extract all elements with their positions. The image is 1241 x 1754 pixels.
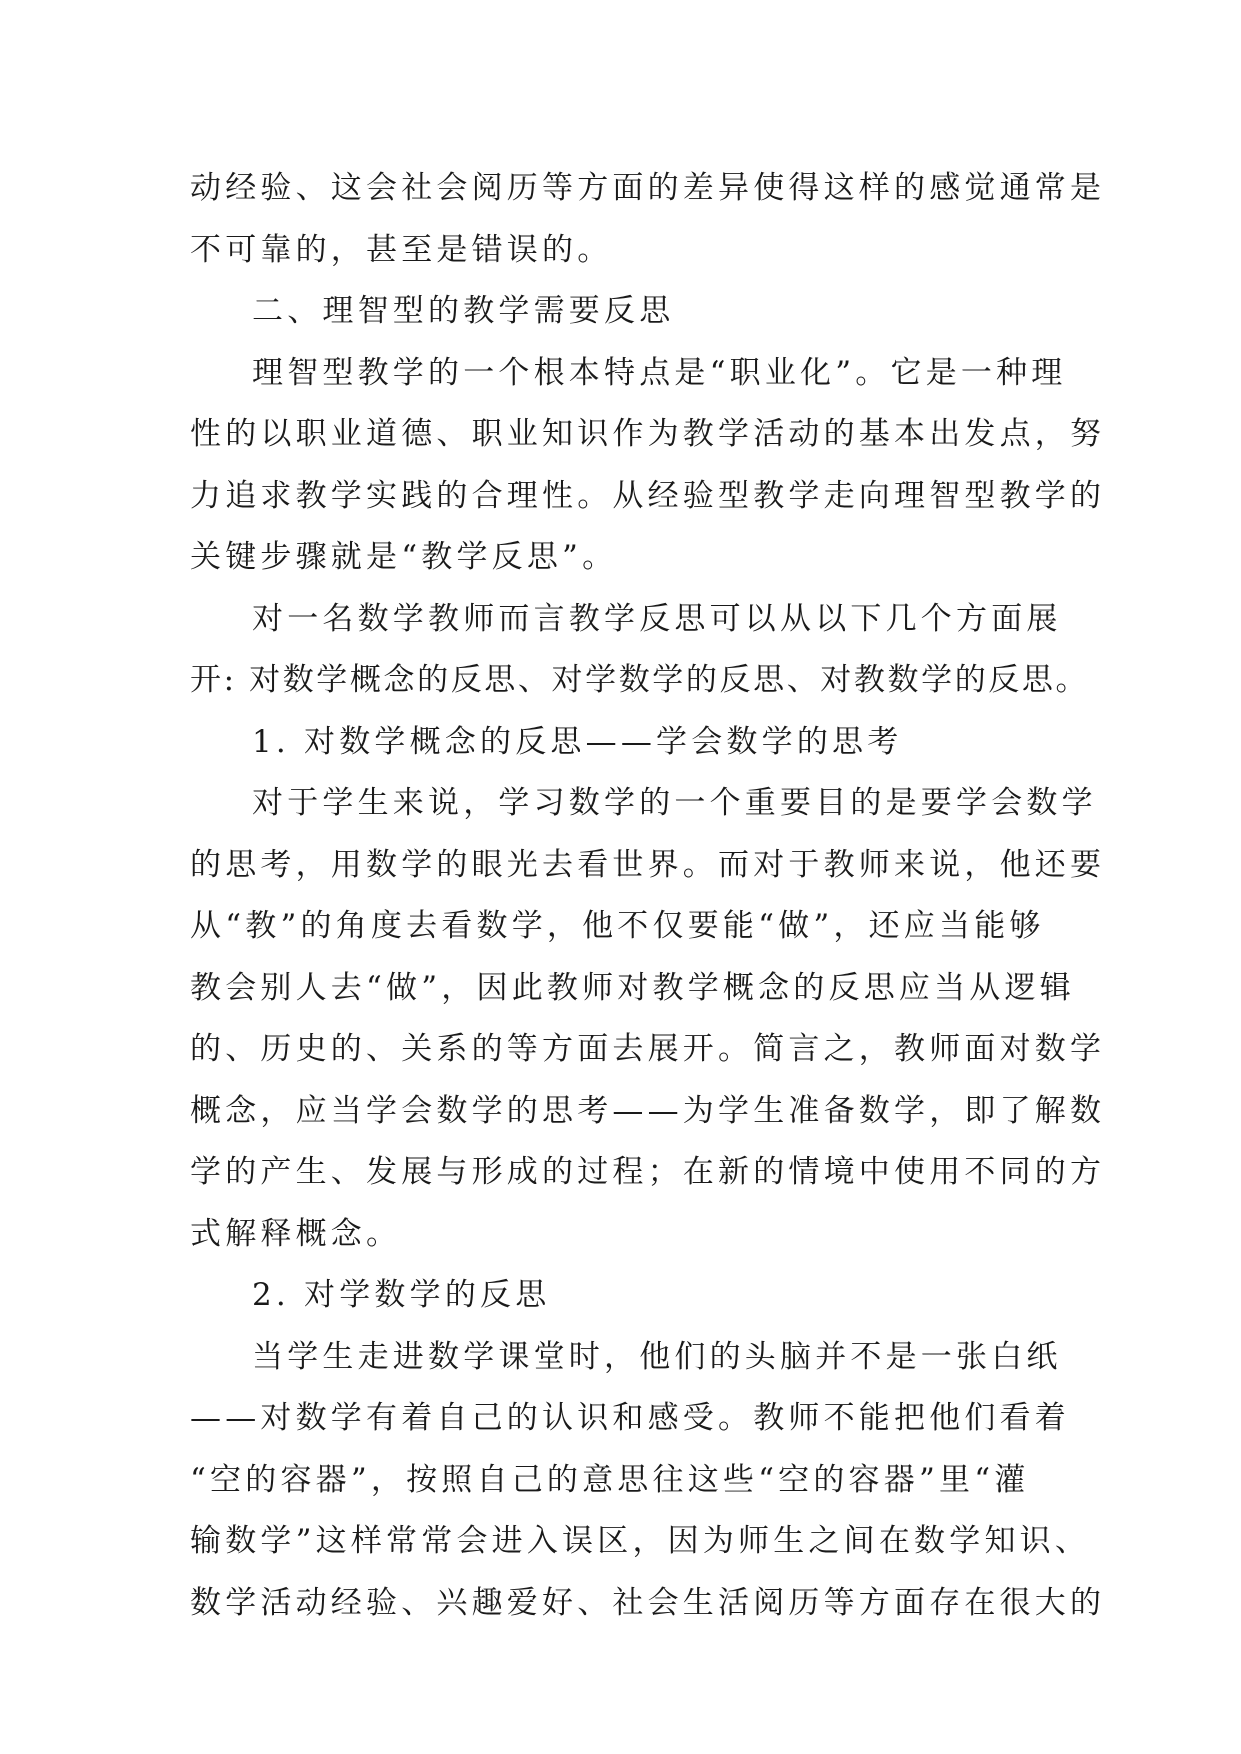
section-heading: 二、理智型的教学需要反思 (252, 293, 675, 329)
subsection-heading: 2. 对学数学的反思 (252, 1277, 551, 1313)
text-line: “空的容器”，按照自己的意思往这些“空的容器”里“灌 (190, 1461, 1030, 1498)
text-line: 的、历史的、关系的等方面去展开。简言之，教师面对数学 (190, 1031, 1106, 1067)
text-line: 力追求教学实践的合理性。从经验型教学走向理智型教学的 (190, 477, 1106, 514)
document-body (190, 158, 1106, 1634)
text-line: 性的以职业道德、职业知识作为教学活动的基本出发点，努 (190, 416, 1106, 452)
text-line: 概念，应当学会数学的思考——为学生准备数学，即了解数 (190, 1092, 1106, 1129)
text-line: 式解释概念。 (190, 1215, 402, 1252)
text-line: 不可靠的，甚至是错误的。 (190, 231, 613, 268)
text-line: ——对数学有着自己的认识和感受。教师不能把他们看着 (190, 1400, 1070, 1436)
text-line: 的思考，用数学的眼光去看世界。而对于教师来说，他还要 (190, 846, 1106, 883)
text-line: 对一名数学教师而言教学反思可以从以下几个方面展 (252, 600, 1062, 637)
text-line: 学的产生、发展与形成的过程；在新的情境中使用不同的方 (190, 1154, 1106, 1190)
text-line: 对于学生来说，学习数学的一个重要目的是要学会数学 (252, 785, 1097, 821)
text-line: 从“教”的角度去看数学，他不仅要能“做”，还应当能够 (190, 908, 1045, 944)
subsection-heading: 1. 对数学概念的反思——学会数学的思考 (252, 723, 903, 760)
text-line: 开: 对数学概念的反思、对学数学的反思、对教数学的反思。 (190, 662, 1090, 698)
text-line: 动经验、这会社会阅历等方面的差异使得这样的感觉通常是 (190, 170, 1106, 206)
text-line: 当学生走进数学课堂时，他们的头脑并不是一张白纸 (252, 1338, 1062, 1375)
text-line: 关键步骤就是“教学反思”。 (190, 539, 618, 575)
text-line: 数学活动经验、兴趣爱好、社会生活阅历等方面存在很大的 (190, 1584, 1106, 1621)
text-line: 输数学”这样常常会进入误区，因为师生之间在数学知识、 (190, 1523, 1091, 1559)
text-line: 教会别人去“做”，因此教师对教学概念的反思应当从逻辑 (190, 969, 1075, 1006)
text-line: 理智型教学的一个根本特点是“职业化”。它是一种理 (252, 354, 1067, 391)
